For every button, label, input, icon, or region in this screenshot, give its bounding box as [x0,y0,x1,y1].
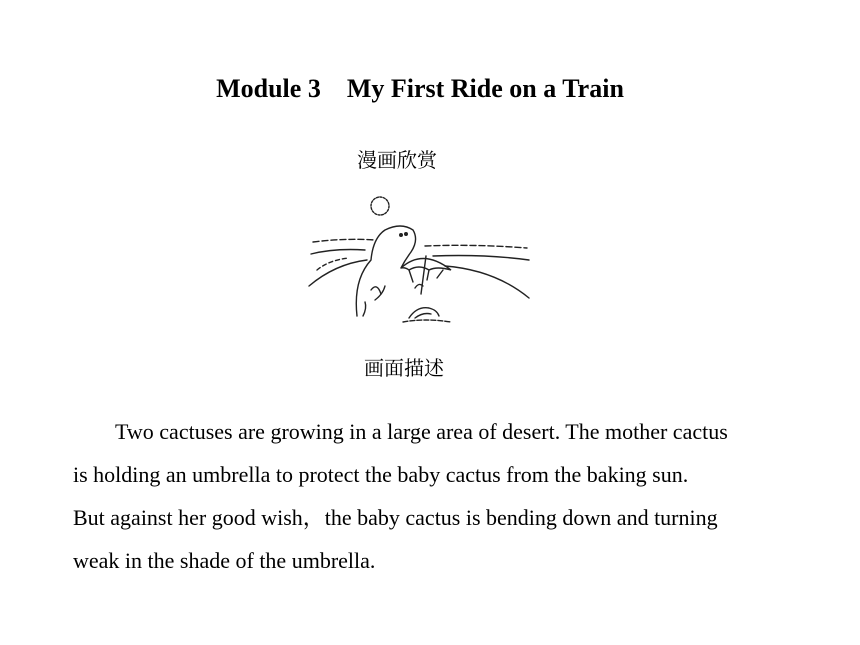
cactus-umbrella-cartoon-icon [305,190,535,330]
cartoon-appreciation-heading: 漫画欣赏 [357,148,437,172]
page-title: Module 3 My First Ride on a Train [216,74,624,103]
description-paragraph [73,410,788,582]
description-line: But against her good wish，the baby cactus is bending down and turning [73,505,718,530]
description-line: Two cactuses are growing in a large area of desert. The mother cactus [115,419,728,444]
picture-description-heading: 画面描述 [364,356,444,380]
description-line: weak in the shade of the umbrella. [73,548,376,573]
description-line: is holding an umbrella to protect the baby cactus from the baking sun. [73,462,689,487]
